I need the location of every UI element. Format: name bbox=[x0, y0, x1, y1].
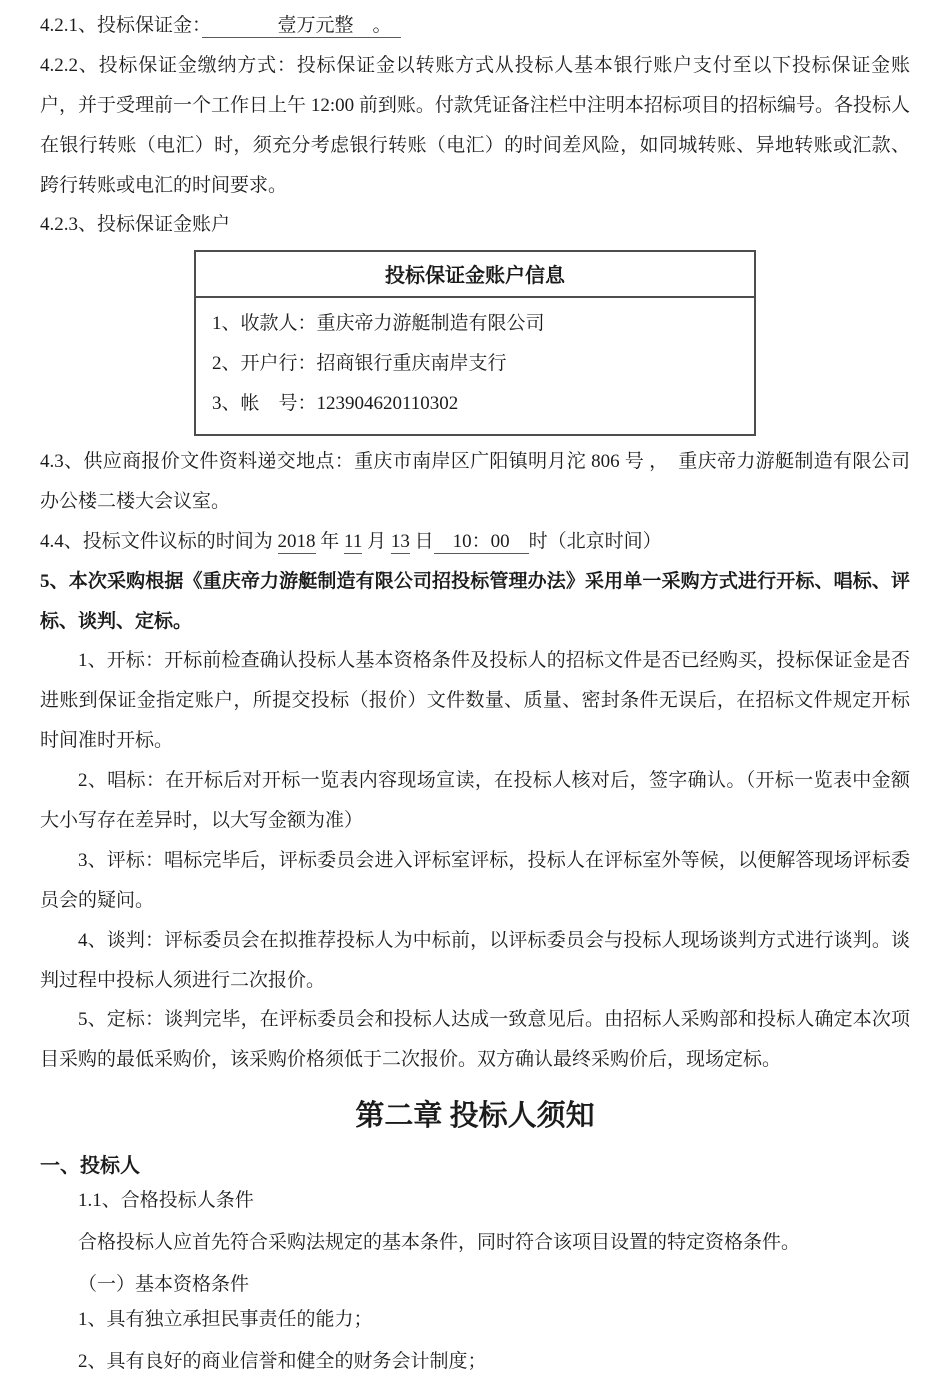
basic-qualification-title: （一）基本资格条件 bbox=[78, 1274, 250, 1296]
clause-4-4 bbox=[40, 522, 910, 562]
clause-4-3: 4.3、供应商报价文件资料递交地点：重庆市南岸区广阳镇明月沱 806 号 ， 重庆帝力游艇制造有限公司办公楼二楼大会议室。 bbox=[40, 451, 910, 512]
month-unit: 月 bbox=[362, 530, 391, 552]
basic-qualification-item-1: 1、具有独立承担民事责任的能力； bbox=[78, 1308, 373, 1330]
clause-4-2-1-label: 4.2.1、投标保证金： bbox=[40, 15, 202, 36]
procedure-step-award: 5、定标：谈判完毕，在评标委员会和投标人达成一致意见后。由招标人采购部和投标人确定本次项目采购的最低采购价，该采购价格须低于二次报价。双方确认最终采购价后，现场定标。 bbox=[40, 1009, 910, 1071]
deposit-account-table bbox=[194, 250, 756, 436]
bid-deposit-amount: 壹万元整 。 bbox=[201, 15, 402, 36]
year-unit: 年 bbox=[315, 530, 345, 552]
table-row-payee: 1、收款人：重庆帝力游艇制造有限公司 bbox=[212, 313, 545, 335]
table-row-account-number: 3、帐 号：123904620110302 bbox=[212, 393, 459, 415]
table-row-bank: 2、开户行：招商银行重庆南岸支行 bbox=[212, 353, 507, 375]
clause-4-2-3: 4.2.3、投标保证金账户 bbox=[40, 214, 231, 236]
bid-date-month: 11 bbox=[344, 530, 363, 552]
bid-date-day: 13 bbox=[390, 530, 410, 552]
deposit-account-table-title: 投标保证金账户信息 bbox=[196, 252, 754, 298]
bid-date-year: 2018 bbox=[277, 530, 316, 552]
section-1-bidders-heading: 一、投标人 bbox=[40, 1154, 140, 1177]
deposit-account-table-body bbox=[196, 298, 754, 434]
procedure-step-negotiate: 4、谈判：评标委员会在拟推荐投标人为中标前，以评标委员会与投标人现场谈判方式进行谈判。谈判过程中投标人须进行二次报价。 bbox=[40, 929, 910, 991]
procedure-step-evaluate-bid: 3、评标：唱标完毕后，评标委员会进入评标室评标，投标人在评标室外等候，以便解答现场评标委员会的疑问。 bbox=[40, 849, 910, 911]
procedure-step-read-bid: 2、唱标：在开标后对开标一览表内容现场宣读，在投标人核对后，签字确认。（开标一览表中金额大小写存在差异时，以大写金额为准） bbox=[40, 770, 910, 832]
clause-4-4-prefix: 4.4、投标文件议标的时间为 bbox=[40, 530, 278, 552]
chapter-2-title: 第二章 投标人须知 bbox=[355, 1100, 595, 1133]
clause-5: 5、本次采购根据《重庆帝力游艇制造有限公司招投标管理办法》采用单一采购方式进行开标、唱标、评标、谈判、定标。 bbox=[40, 570, 910, 632]
clause-4-2-1 bbox=[40, 6, 910, 46]
day-unit: 日 bbox=[409, 530, 434, 552]
clause-4-4-suffix: 时（北京时间） bbox=[528, 530, 662, 552]
section-1-1-body: 合格投标人应首先符合采购法规定的基本条件，同时符合该项目设置的特定资格条件。 bbox=[78, 1232, 801, 1254]
procedure-step-open-bid: 1、开标：开标前检查确认投标人基本资格条件及投标人的招标文件是否已经购买，投标保证金是否进账到保证金指定账户，所提交投标（报价）文件数量、质量、密封条件无误后，在招标文件规定开标时间准时开标。 bbox=[40, 650, 910, 752]
section-1-1-title: 1.1、合格投标人条件 bbox=[78, 1189, 254, 1211]
clause-4-2-2: 4.2.2、投标保证金缴纳方式：投标保证金以转账方式从投标人基本银行账户支付至以下投标保证金账户，并于受理前一个工作日上午 12:00 前到账。付款凭证备注栏中注明本招标项目的招标编号。各投标人在银行转账（电汇）时，须充分考虑银行转账（电汇）的时间差风险，如同城转账、异地转账或汇款、跨行转账或电汇的时间要求。 bbox=[40, 54, 910, 196]
basic-qualification-item-2: 2、具有良好的商业信誉和健全的财务会计制度； bbox=[78, 1350, 487, 1372]
bid-time: 10：00 bbox=[433, 530, 529, 552]
